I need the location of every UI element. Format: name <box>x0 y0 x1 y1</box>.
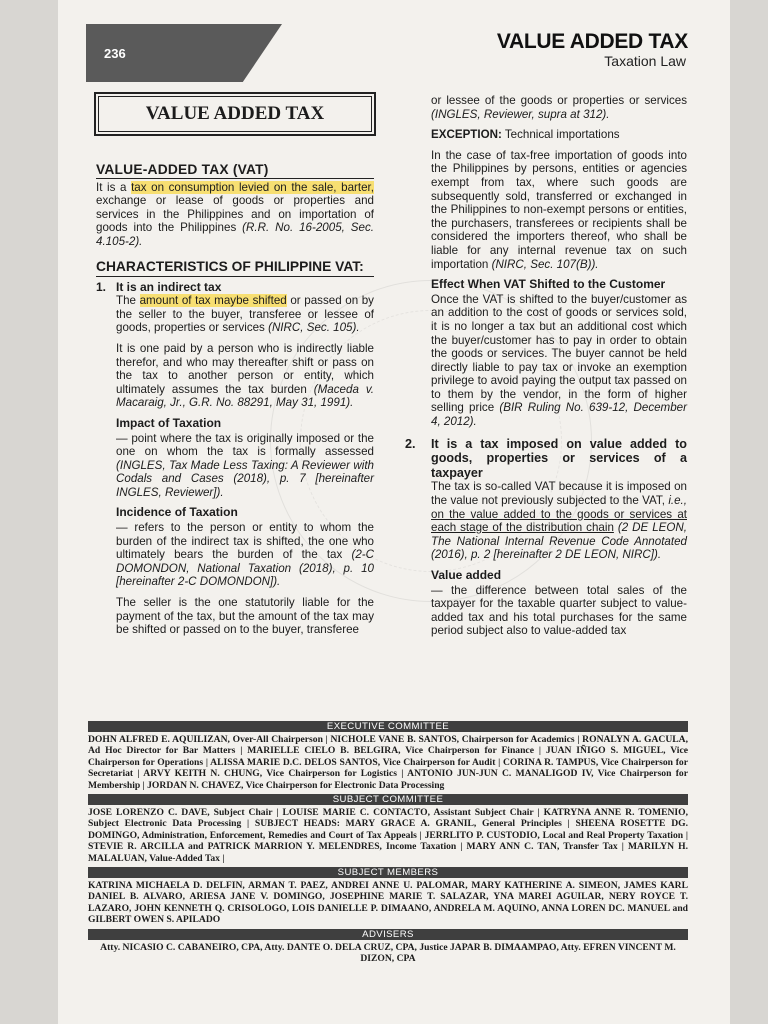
ie: i.e., <box>668 494 687 508</box>
paragraph <box>116 342 374 410</box>
citation: (R.R. No. 16-2005, Sec. 4.105-2). <box>96 221 374 248</box>
executive-committee-bar: EXECUTIVE COMMITTEE <box>88 721 688 732</box>
underlined-text: on the value added to the goods or services at each stage of the distribution chain <box>431 507 687 535</box>
paragraph: — the difference between total sales of the taxpayer for the taxable quarter subject to value-added tax and his total purchases for the same period subject also to value-added tax <box>431 583 687 638</box>
item-title: It is a tax imposed on value added to goods, properties or services of a taxpayer <box>431 436 687 480</box>
exception-label: EXCEPTION: <box>431 128 502 142</box>
subject-committee-text: JOSE LORENZO C. DAVE, Subject Chair | LOUISE MARIE C. CONTACTO, Assistant Subject Chair | KATRYNA ANNE R. TOMENIO, Subject Electronic Data Processing | SUBJECT HEADS: MARY GRACE A. GRANIL, General Principles | SHEENA ROSETTE DG. DOMINGO, Administration, Enforcement, Remedies and Court of Tax Appeals | JERRLITO P. CUSTODIO, Local and Real Property Taxation | STEVIE R. ARCILLA and PATRICK MARRION Y. MELENDRES, Income Taxation | MARY ANN C. TAN, Transfer Tax | MARILYN H. MALALUAN, Value-Added Tax | <box>88 807 688 864</box>
exception-line <box>431 128 687 142</box>
paragraph <box>431 149 687 271</box>
impact-heading: Impact of Taxation <box>116 415 222 430</box>
item-number: 2. <box>405 436 416 451</box>
text: It is one paid by a person who is indirectly liable therefor, and who may thereafter shift or pass on the tax to another person or entity, which ultimately assumes the tax burden <box>116 341 374 396</box>
text: It is a <box>96 180 132 194</box>
item-title: It is an indirect tax <box>116 279 222 294</box>
vat-heading: VALUE-ADDED TAX (VAT) <box>96 163 374 179</box>
running-title: VALUE ADDED TAX <box>496 30 688 53</box>
advisers-text: Atty. NICASIO C. CABANEIRO, CPA, Atty. DANTE O. DELA CRUZ, CPA, Justice JAPAR B. DIMAAMPAO, Atty. EFREN VINCENT M. DIZON, CPA <box>100 941 676 965</box>
left-column <box>96 163 374 644</box>
paragraph <box>116 294 374 335</box>
executive-committee-text: DOHN ALFRED E. AQUILIZAN, Over-All Chairperson | NICHOLE VANE B. SANTOS, Chairperson for Academics | RONALYN A. GACULA, Ad Hoc Director for Bar Matters | MARIELLE CIELO B. BELGIRA, Vice Chairperson for Finance | JUAN IÑIGO S. MIGUEL, Vice Chairperson for Operations | ALISSA MARIE D.C. DELOS SANTOS, Vice Chairperson for Audit | CORINA R. TAMPUS, Vice Chairperson for Secretariat | ARVY KEITH N. CHUNG, Vice Chairperson for Logistics | ANTONIO JUN-JUN C. MANALIGOD IV, Vice Chairperson for Membership | JORDAN N. CHAVEZ, Vice Chairperson for Electronic Data Processing <box>88 734 688 791</box>
chapter-title: VALUE ADDED TAX <box>94 92 376 136</box>
subject-members-bar: SUBJECT MEMBERS <box>88 867 688 878</box>
text: — refers to the person or entity to whom the burden of the indirect tax is shifted, the one who ultimately bears the burden of the tax <box>116 521 374 562</box>
advisers-bar: ADVISERS <box>88 929 688 940</box>
text: Technical importations <box>501 128 620 142</box>
citation: (2 DE LEON, The National Internal Revenue Code Annotated (2016), p. 2 [hereinafter 2 DE LEON, NIRC]). <box>431 521 687 562</box>
running-subtitle: Taxation Law <box>604 53 686 69</box>
incidence-heading: Incidence of Taxation <box>116 505 238 520</box>
item-1-title <box>96 281 374 295</box>
item-number: 1. <box>96 279 107 294</box>
value-added-heading: Value added <box>431 568 502 582</box>
text: The <box>116 294 140 308</box>
citation: (Maceda v. Macaraig, Jr., G.R. No. 88291, May 31, 1991). <box>116 382 374 410</box>
text: The tax is so-called VAT because it is imposed on the value not previously subjected to the VAT, <box>431 480 687 508</box>
subject-members-text: KATRINA MICHAELA D. DELFIN, ARMAN T. PAEZ, ANDREI ANNE U. PALOMAR, MARY KATHERINE A. SIMEON, JAMES KARL DANIEL B. ALVARO, ARIESA JANE V. DOMINGO, JOSEPHINE MARIE T. SALAZAR, YNA MAREI AGUILAR, NERY ROYCE T. LAZARO, JOHN KENNETH Q. CRISOLOGO, LOIS DANIELLE P. DIMAANO, ANDRELA M. AQUINO, ANNA LOREN DC. MANUEL and GILBERT OWEN S. APILADO <box>88 880 688 926</box>
effect-heading: Effect When VAT Shifted to the Customer <box>431 277 666 292</box>
citation: (NIRC, Sec. 105). <box>268 321 360 335</box>
highlight: amount of tax maybe shifted <box>139 294 287 308</box>
item-1-body <box>96 294 374 637</box>
item-2-title <box>405 437 687 481</box>
page-number: 236 <box>104 46 126 61</box>
text: exchange or lease of goods or properties and services in the Philippines and on importation of goods into the Philippines <box>96 194 374 235</box>
characteristics-heading: CHARACTERISTICS OF PHILIPPINE VAT: <box>96 259 374 277</box>
text: — point where the tax is originally imposed or the one on whom the tax is formally assessed <box>116 431 374 459</box>
highlight: tax on consumption levied on the sale, barter, <box>131 180 374 194</box>
subject-committee-bar: SUBJECT COMMITTEE <box>88 794 688 805</box>
paragraph <box>431 94 687 121</box>
paragraph <box>116 432 374 500</box>
paragraph <box>116 521 374 589</box>
right-column <box>405 94 687 645</box>
committee-footer <box>88 718 688 965</box>
citation: (INGLES, Tax Made Less Taxing: A Reviewer with Codals and Cases (2018), p. 7 [hereinafter INGLES, Reviewer]). <box>116 458 374 499</box>
text: or lessee of the goods or properties or services <box>431 94 687 107</box>
text: In the case of tax-free importation of goods into the Philippines by persons, entities or agencies exempt from tax, where such goods are subsequently sold, transferred or exchanged in the Philippines to non-exempt persons or entities, the purchasers, transferees or recipients shall be considered the importers thereof, who shall be liable for any internal revenue tax on such importation <box>431 148 687 271</box>
vat-definition <box>96 181 374 249</box>
paragraph: The seller is the one statutorily liable for the payment of the tax, but the amount of the tax may be shifted or passed on to the buyer, transferee <box>116 596 374 637</box>
citation: (BIR Ruling No. 639-12, December 4, 2012). <box>431 401 687 429</box>
text: Once the VAT is shifted to the buyer/customer as an addition to the cost of goods or services sold, it is no longer a tax but an additional cost which the buyer/customer has to pay in order to obtain the goods or services. The buyer cannot be held directly liable to pay tax or invoke an exemption privilege to avoid paying the output tax passed on to them by the vendor, in the form of higher selling price <box>431 292 687 415</box>
citation: (INGLES, Reviewer, supra at 312). <box>431 107 610 121</box>
paragraph <box>431 293 687 429</box>
citation: (2-C DOMONDON, National Taxation (2018), p. 10 [hereinafter 2-C DOMONDON]). <box>116 548 374 589</box>
paragraph <box>431 480 687 562</box>
text: or passed on by the seller to the buyer, transferee or lessee of goods, properties or services <box>116 294 374 335</box>
citation: (NIRC, Sec. 107(B)). <box>491 257 599 271</box>
